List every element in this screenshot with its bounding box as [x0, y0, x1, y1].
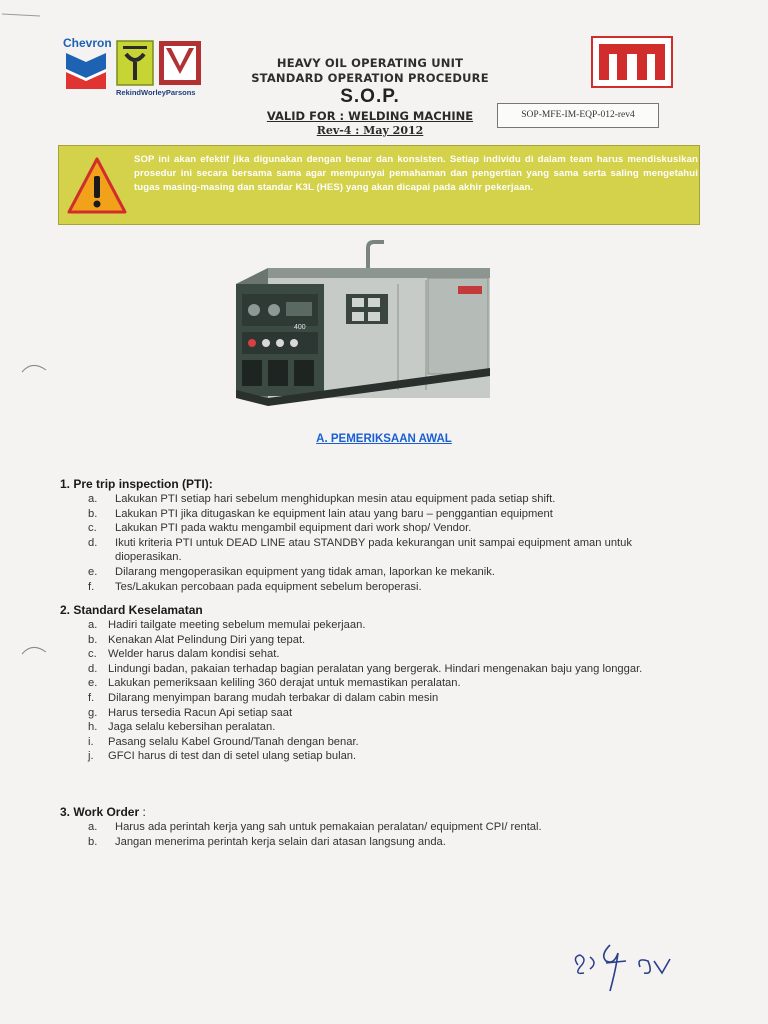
list-item: c. Lakukan PTI pada waktu mengambil equipment dari work shop/ Vendor.	[88, 522, 472, 535]
scan-mark-icon	[20, 640, 50, 660]
work-order-list	[60, 820, 700, 849]
scan-mark-icon	[20, 358, 50, 378]
list-item: a. Hadiri tailgate meeting sebelum memulai pekerjaan.	[88, 619, 366, 631]
rekind-worleyparsons-text: RekindWorleyParsons	[116, 88, 196, 97]
list-item: b. Kenakan Alat Pelindung Diri yang tepat.	[88, 633, 306, 646]
worleyparsons-logo-icon	[158, 40, 202, 86]
valid-for-line: VALID FOR : WELDING MACHINE	[266, 109, 474, 123]
list-item: b. Jangan menerima perintah kerja selain dari atasan langsung anda.	[88, 835, 446, 848]
company-logo-right-icon	[591, 36, 673, 88]
machine-model-label: 400	[294, 324, 306, 331]
list-item: b. Lakukan PTI jika ditugaskan ke equipment lain atau yang baru – penggantian equipment	[88, 507, 553, 520]
section-a-title: A. PEMERIKSAAN AWAL	[316, 433, 452, 445]
unit-title: HEAVY OIL OPERATING UNIT	[276, 56, 464, 70]
scan-mark-icon	[0, 8, 60, 22]
rekind-logo-icon	[116, 40, 154, 86]
list-item: h. Jaga selalu kebersihan peralatan.	[88, 721, 276, 734]
list-item: j. GFCI harus di test dan di setel ulang setiap bulan.	[88, 750, 357, 763]
list-item: f. Dilarang menyimpan barang mudah terbakar di dalam cabin mesin	[88, 691, 439, 704]
list-item: e. Dilarang mengoperasikan equipment yang tidak aman, laporkan ke mekanik.	[88, 565, 495, 578]
chevron-logo-text: Chevron	[63, 36, 112, 50]
list-item: d. Ikuti kriteria PTI untuk DEAD LINE atau STANDBY pada kekurangan unit sampai equipment aman untuk dioperasikan.	[88, 536, 632, 564]
company-logos	[60, 36, 210, 100]
list-item: a. Lakukan PTI setiap hari sebelum menghidupkan mesin atau equipment pada setiap shift.	[88, 493, 556, 505]
section-work-order	[60, 804, 700, 849]
list-item: a. Harus ada perintah kerja yang sah untuk pemakaian peralatan/ equipment CPI/ rental.	[88, 821, 542, 833]
list-item: c. Welder harus dalam kondisi sehat.	[88, 648, 280, 661]
chevron-logo-icon	[64, 51, 108, 91]
warning-text: SOP ini akan efektif jika digunakan dengan benar dan konsisten. Setiap individu di dalam team harus mendiskusikan prosedur ini secara bersama sama agar mempunyai pemahaman dan pengertian yang sama serta saling mengetahui tugas masing-masing dan standar K3L (HES) yang akan dicapai pada akhir pekerjaan.	[134, 154, 698, 193]
document-code-box: SOP-MFE-IM-EQP-012-rev4	[497, 103, 659, 128]
warning-box	[58, 145, 700, 225]
title-block	[230, 56, 510, 137]
procedure-title: STANDARD OPERATION PROCEDURE	[251, 71, 489, 85]
section-heading: 3. Work Order :	[60, 805, 146, 819]
sop-heading: S.O.P.	[340, 86, 400, 107]
list-item: e. Lakukan pemeriksaan keliling 360 derajat untuk memastikan peralatan.	[88, 677, 461, 690]
handwritten-signature-icon	[570, 935, 690, 995]
section-standard-keselamatan	[60, 602, 700, 764]
section-pre-trip-inspection	[60, 476, 700, 594]
list-item: f. Tes/Lakukan percobaan pada equipment sebelum beroperasi.	[88, 580, 422, 593]
welding-machine-image	[228, 240, 498, 410]
pti-list	[60, 492, 700, 594]
list-item: i. Pasang selalu Kabel Ground/Tanah dengan benar.	[88, 735, 359, 748]
warning-triangle-icon	[66, 156, 128, 216]
list-item: d. Lindungi badan, pakaian terhadap bagian peralatan yang bergerak. Hindari mengenakan baju yang longgar.	[88, 662, 643, 675]
safety-list	[60, 618, 700, 764]
section-heading: 1. Pre trip inspection (PTI):	[60, 477, 213, 491]
revision-line: Rev-4 : May 2012	[316, 124, 424, 137]
list-item: g. Harus tersedia Racun Api setiap saat	[88, 706, 293, 719]
section-heading: 2. Standard Keselamatan	[60, 603, 203, 617]
